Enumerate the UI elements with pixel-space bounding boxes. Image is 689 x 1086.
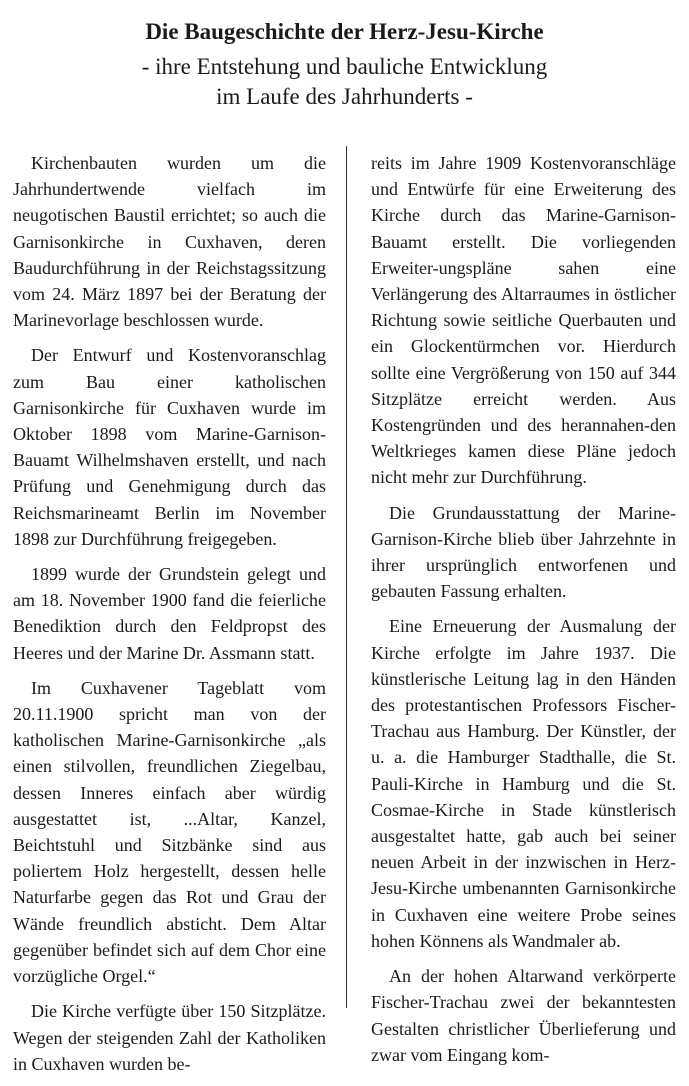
left-column (13, 150, 326, 1086)
page-subtitle-line-2: im Laufe des Jahrhunderts - (216, 84, 473, 109)
paragraph: Kirchenbauten wurden um die Jahrhundertwende vielfach im neugotischen Baustil errichtet; so auch die Garnisonkirche in Cuxhaven, deren Baudurchführung in der Reichstagssitzung vom 24. März 1897 bei der Beratung der Marinevorlage beschlossen wurde. (13, 153, 326, 331)
paragraph: 1899 wurde der Grundstein gelegt und am 18. November 1900 fand die feierliche Benediktion durch den Feldpropst des Heeres und der Marine Dr. Assmann statt. (13, 564, 326, 663)
paragraph: Im Cuxhavener Tageblatt vom 20.11.1900 spricht man von der katholischen Marine-Garnisonkirche „als einen stilvollen, freundlichen Ziegelbau, dessen Inneres einfach aber würdig ausgestattet ist, ...Altar, Kanzel, Beichtstuhl und Sitzbänke sind aus poliertem Holz hergestellt, dessen helle Naturfarbe gegen das Rot und Grau der Wände freundlich absticht. Dem Altar gegenüber befindet sich auf dem Chor eine vorzügliche Orgel.“ (13, 677, 326, 987)
paragraph: Der Entwurf und Kostenvoranschlag zum Bau einer katholischen Garnisonkirche für Cuxhaven wurde im Oktober 1898 vom Marine-Garnison-Bauamt Wilhelmshaven erstellt, und nach Prüfung und Genehmigung durch das Reichsmarineamt Berlin im November 1898 zur Durchführung freigegeben. (13, 345, 326, 549)
paragraph: reits im Jahre 1909 Kostenvoranschläge und Entwürfe für eine Erweiterung des Kirche durch das Marine-Garnison-Bauamt erstellt. Die vorliegenden Erweiter-ungspläne sahen eine Verlängerung des Altarraumes in östlicher Richtung sowie seitliche Querbauten und ein Glockentürmchen vor. Hierdurch sollte eine Vergrößerung von 150 auf 344 Sitzplätze erreicht werden. Aus Kostengründen und des herannahen-den Weltkrieges kamen diese Pläne jedoch nicht mehr zur Durchführung. (371, 153, 676, 488)
paragraph: An der hohen Altarwand verkörperte Fischer-Trachau zwei der bekanntesten Gestalten christlicher Überlieferung und zwar vom Eingang kom- (371, 966, 676, 1065)
page-subtitle-line-1: - ihre Entstehung und bauliche Entwicklung (141, 54, 548, 79)
paragraph: Die Kirche verfügte über 150 Sitzplätze. Wegen der steigenden Zahl der Katholiken in Cuxhaven wurden be- (13, 1001, 326, 1074)
paragraph: Die Grundausstattung der Marine-Garnison-Kirche blieb über Jahrzehnte in ihrer ursprünglich entworfenen und gebauten Fassung erhalten. (371, 502, 676, 602)
right-column (371, 150, 676, 1077)
page-title: Die Baugeschichte der Herz-Jesu-Kirche (145, 19, 544, 44)
paragraph: Eine Erneuerung der Ausmalung der Kirche erfolgte im Jahre 1937. Die künstlerische Leitung lag in den Händen des protestantischen Professors Fischer-Trachau aus Hamburg. Der Künstler, der u. a. die Hamburger Stadthalle, die St. Pauli-Kirche in Hamburg und die St. Cosmae-Kirche in Stade künstlerisch ausgestaltet hatte, gab auch bei seiner neuen Arbeit in der inzwischen in Herz-Jesu-Kirche umbenannten Garnisonkirche in Cuxhaven eine weitere Probe seines hohen Könnens als Wandmaler ab. (371, 616, 676, 951)
column-divider (346, 146, 347, 1008)
